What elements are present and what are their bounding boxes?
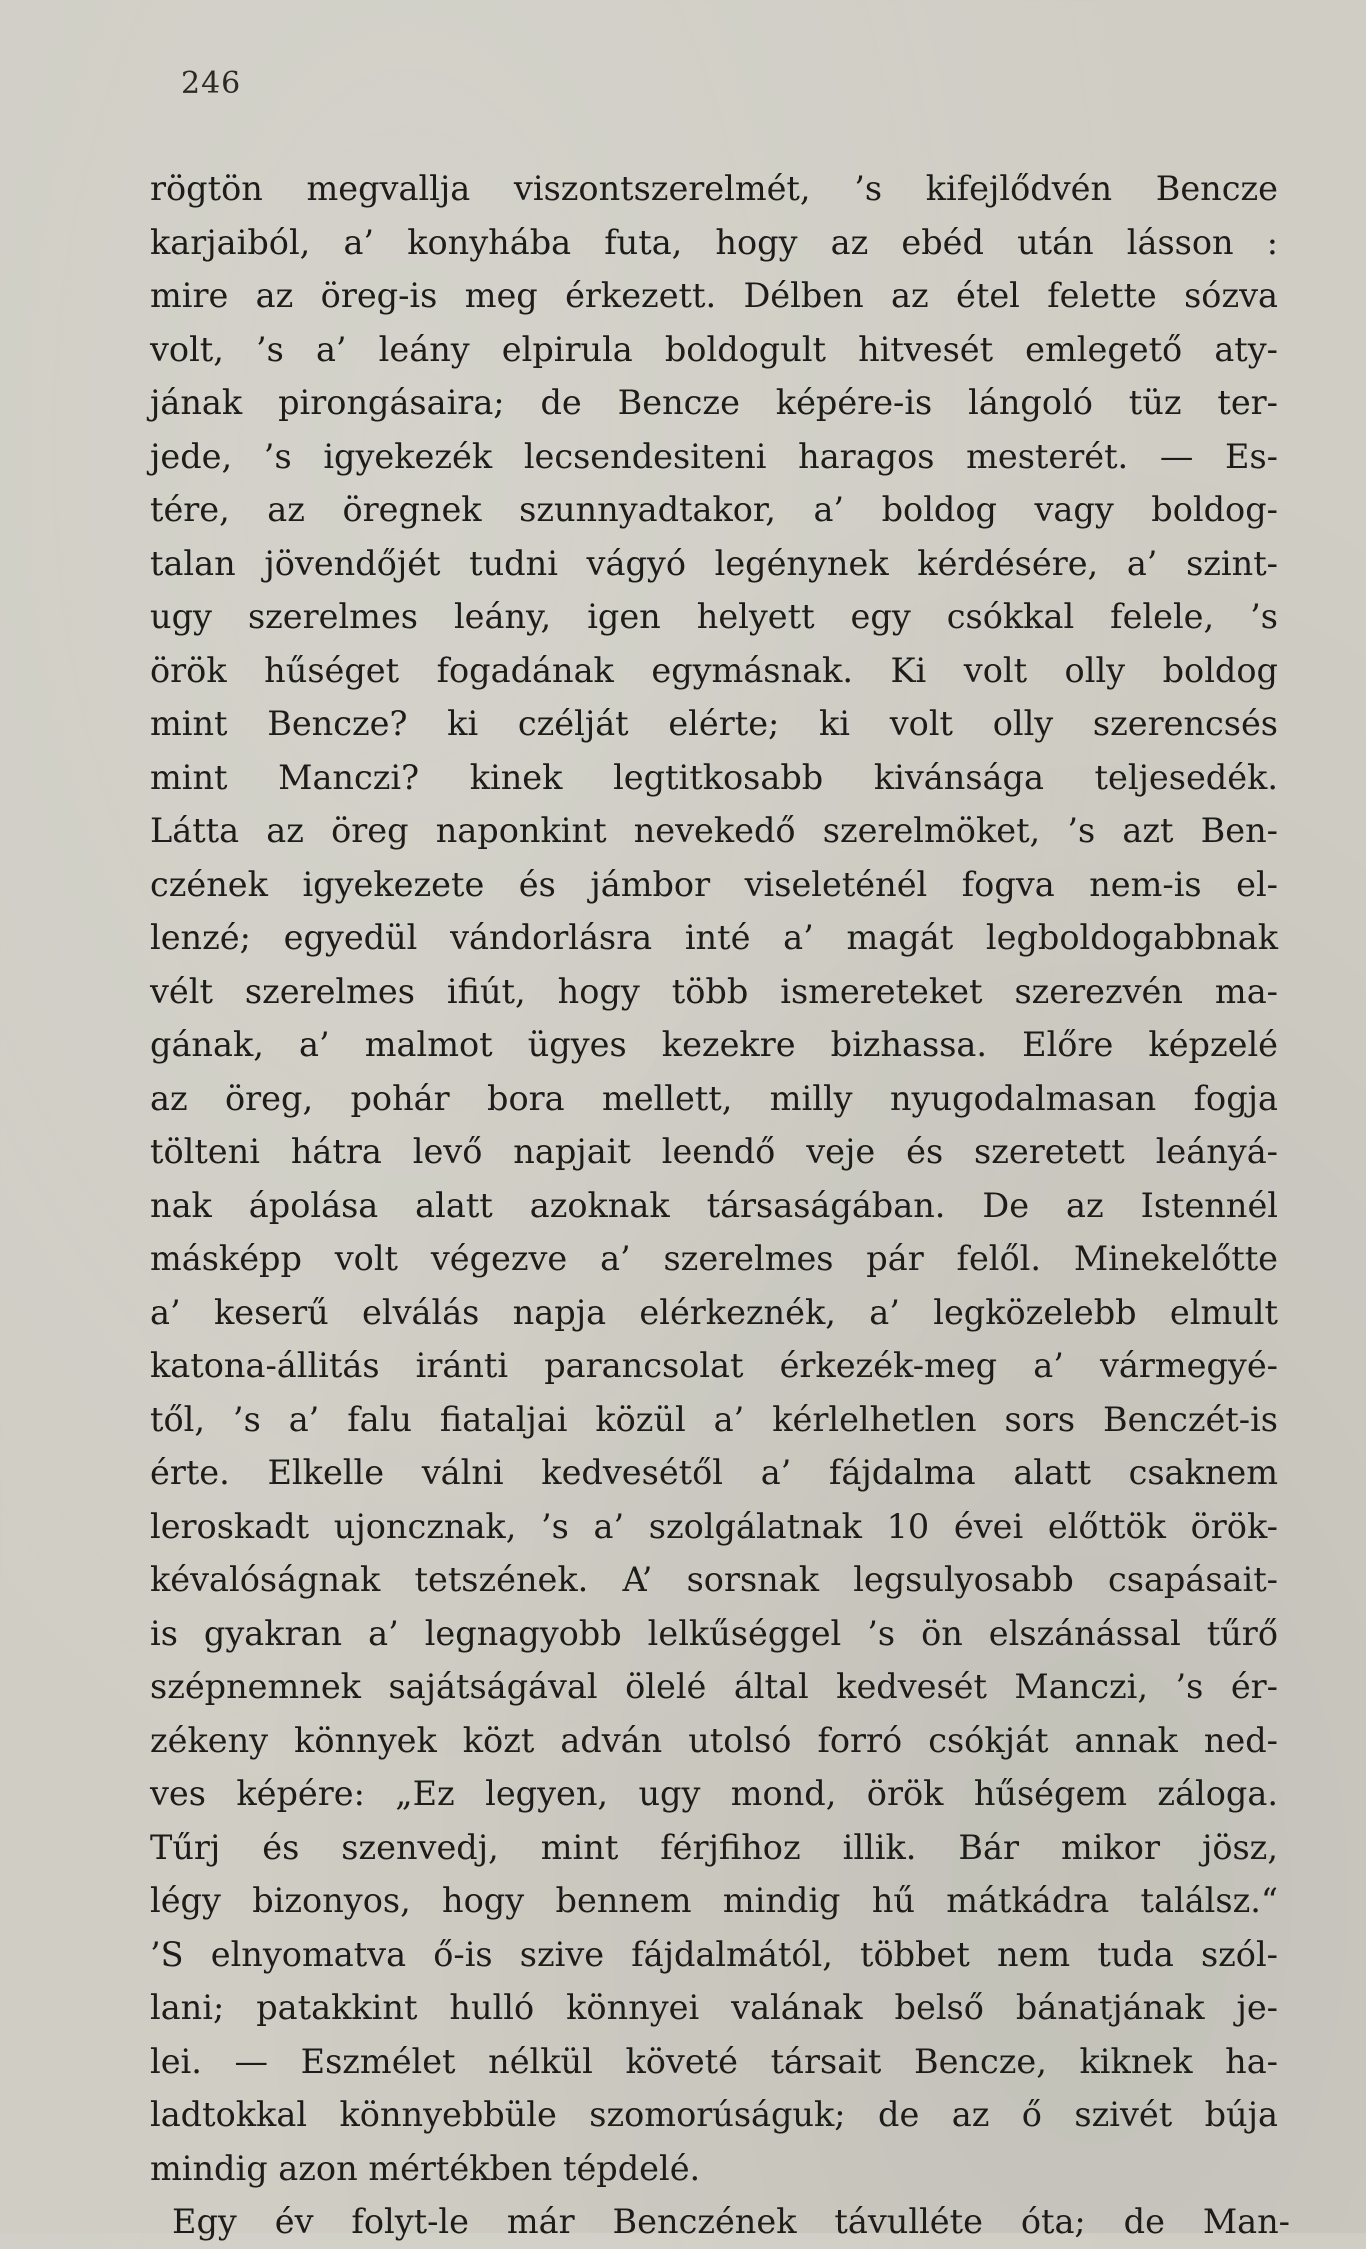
text-line: örök hűséget fogadának egymásnak. Ki volt olly boldog	[150, 650, 1278, 690]
text-line: katona-állitás iránti parancsolat érkezék-meg a’ vármegyé-	[150, 1346, 1278, 1385]
text-line: szépnemnek sajátságával ölelé által kedvesét Manczi, ’s ér-	[150, 1667, 1278, 1706]
text-line: mindig azon mértékben tépdelé.	[150, 2148, 701, 2188]
text-line: lani; patakkint hulló könnyei valának belső bánatjának je-	[150, 1988, 1278, 2027]
text-line: légy bizonyos, hogy bennem mindig hű mátkádra találsz.“	[150, 1881, 1278, 1920]
text-line: kévalóságnak tetszének. A’ sorsnak legsulyosabb csapásait-	[150, 1560, 1278, 1599]
text-line: zékeny könnyek közt adván utolsó forró csókját annak ned-	[150, 1720, 1278, 1760]
text-line: mire az öreg-is meg érkezett. Délben az étel felette sózva	[150, 276, 1278, 315]
text-line: talan jövendőjét tudni vágyó legénynek kérdésére, a’ szint-	[150, 543, 1278, 583]
text-line: másképp volt végezve a’ szerelmes pár felől. Minekelőtte	[150, 1239, 1278, 1278]
text-line: volt, ’s a’ leány elpirula boldogult hitvesét emlegető aty-	[150, 329, 1278, 369]
text-line: ves képére: „Ez legyen, ugy mond, örök hűségem záloga.	[150, 1774, 1278, 1813]
text-line: ugy szerelmes leány, igen helyett egy csókkal felele, ’s	[150, 597, 1278, 636]
text-line: nak ápolása alatt azoknak társaságában. De az Istennél	[150, 1185, 1278, 1225]
text-line: ladtokkal könnyebbüle szomorúságuk; de az ő szivét búja	[150, 2095, 1278, 2134]
text-line: Tűrj és szenvedj, mint férjfihoz illik. Bár mikor jösz,	[150, 1827, 1278, 1867]
text-line: tére, az öregnek szunnyadtakor, a’ boldog vagy boldog-	[150, 490, 1278, 529]
text-line: czének igyekezete és jámbor viseleténél fogva nem-is el-	[150, 864, 1278, 904]
text-line: érte. Elkelle válni kedvesétől a’ fájdalma alatt csaknem	[150, 1453, 1278, 1492]
text-line: Egy év folyt-le már Benczének távulléte óta; de Man-	[172, 2202, 1290, 2241]
text-line: lenzé; egyedül vándorlásra inté a’ magát legboldogabbnak	[150, 918, 1278, 957]
text-line: lei. — Eszmélet nélkül követé társait Bencze, kiknek ha-	[150, 2041, 1278, 2081]
text-line: az öreg, pohár bora mellett, milly nyugodalmasan fogja	[150, 1078, 1278, 1118]
text-line: Látta az öreg naponkint nevekedő szerelmöket, ’s azt Ben-	[150, 811, 1278, 850]
text-line: is gyakran a’ legnagyobb lelkűséggel ’s ön elszánással tűrő	[150, 1613, 1278, 1653]
text-line: ’S elnyomatva ő-is szive fájdalmától, többet nem tuda szól-	[150, 1934, 1278, 1974]
text-line: jának pirongásaira; de Bencze képére-is lángoló tüz ter-	[150, 383, 1278, 422]
text-line: mint Manczi? kinek legtitkosabb kivánsága teljesedék.	[150, 757, 1278, 797]
text-line: mint Bencze? ki czélját elérte; ki volt olly szerencsés	[150, 704, 1278, 743]
text-line: rögtön megvallja viszontszerelmét, ’s kifejlődvén Bencze	[150, 169, 1278, 208]
text-line: vélt szerelmes ifiút, hogy több ismereteket szerezvén ma-	[150, 971, 1278, 1011]
text-line: gának, a’ malmot ügyes kezekre bizhassa. Előre képzelé	[150, 1025, 1278, 1064]
text-line: a’ keserű elválás napja elérkeznék, a’ legközelebb elmult	[150, 1292, 1278, 1332]
text-line: leroskadt ujoncznak, ’s a’ szolgálatnak 10 évei előttök örök-	[150, 1506, 1278, 1546]
text-line: karjaiból, a’ konyhába futa, hogy az ebéd után lásson :	[150, 222, 1278, 262]
text-line: jede, ’s igyekezék lecsendesiteni haragos mesterét. — Es-	[150, 436, 1278, 476]
text-line: től, ’s a’ falu fiataljai közül a’ kérlelhetlen sors Benczét-is	[150, 1399, 1278, 1439]
page-number: 246	[181, 66, 242, 101]
text-line: tölteni hátra levő napjait leendő veje és szeretett leányá-	[150, 1132, 1278, 1171]
body-text	[150, 162, 1290, 2249]
